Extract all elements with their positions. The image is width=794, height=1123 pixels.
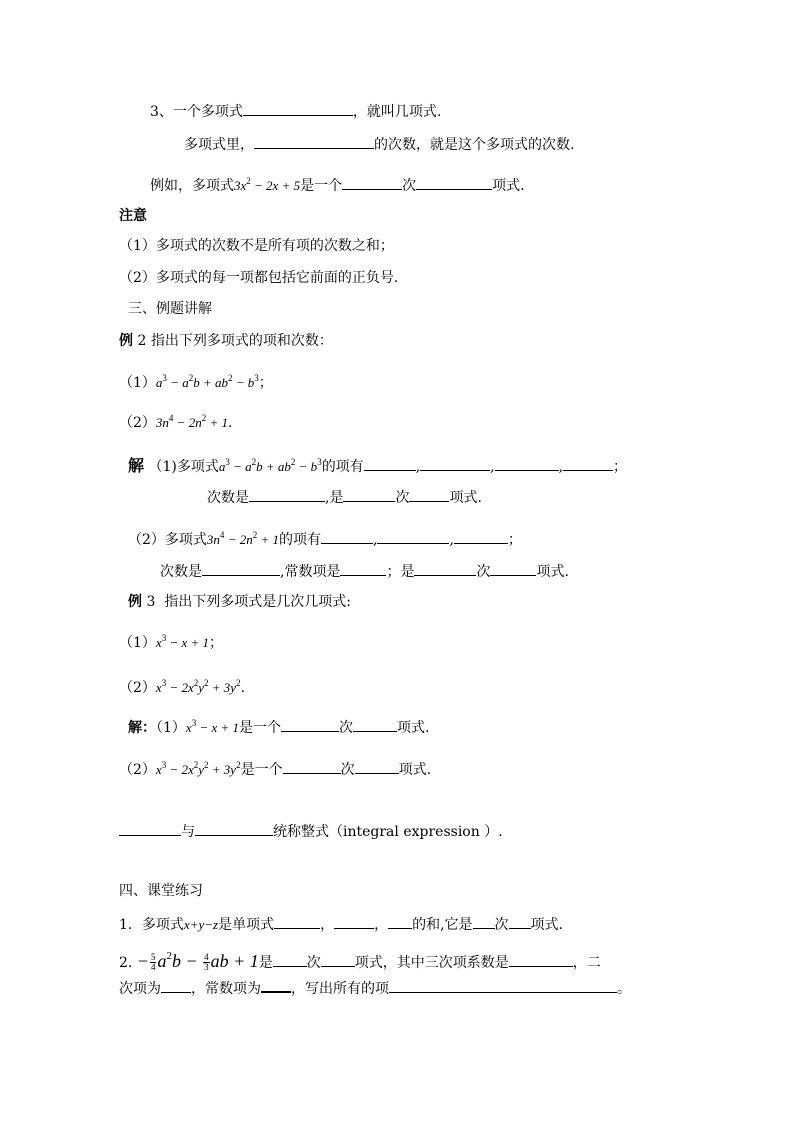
blank[interactable] bbox=[495, 455, 559, 471]
ex3-sol2-mid: 是一个 bbox=[240, 762, 283, 778]
comma: , bbox=[490, 459, 495, 475]
ex2-q2-tail: . bbox=[227, 415, 233, 431]
blank[interactable] bbox=[274, 913, 320, 929]
s3-line2-prefix: 多项式里， bbox=[184, 137, 254, 153]
ci: 次 bbox=[494, 917, 509, 933]
ex2-sol2b-prefix: 次数是 bbox=[160, 564, 202, 580]
blank[interactable] bbox=[243, 100, 353, 116]
ex3-q2 bbox=[119, 673, 245, 698]
ex3-text: 指出下列多项式是几次几项式: bbox=[164, 594, 351, 610]
ex2-sol1b-prefix: 次数是 bbox=[207, 490, 249, 506]
blank[interactable] bbox=[490, 560, 536, 576]
blank[interactable] bbox=[119, 820, 181, 836]
blank[interactable] bbox=[509, 951, 573, 967]
xiangshi: 项式. bbox=[449, 490, 482, 506]
blank[interactable] bbox=[343, 486, 395, 502]
s3-line1-prefix: 3、一个多项式 bbox=[150, 104, 243, 120]
blank[interactable] bbox=[195, 820, 273, 836]
p1-mid: 是单项式 bbox=[218, 917, 275, 933]
s3-line3-suffix: 项式. bbox=[492, 178, 525, 194]
math-expr: $x^3 - x + 1$ bbox=[185, 718, 240, 735]
blank[interactable] bbox=[409, 486, 449, 502]
ex2-q1-num: （1） bbox=[119, 375, 156, 391]
ex3-q2-num: （2） bbox=[119, 680, 156, 696]
p2-line2-end: 。 bbox=[617, 981, 631, 997]
ci: 次 bbox=[476, 564, 491, 580]
ex2-q2-num: （2） bbox=[119, 415, 156, 431]
math-expr: $x^3 - 2x^2y^2 + 3y^2$ bbox=[155, 678, 241, 695]
s3-line3 bbox=[150, 171, 525, 196]
ex2-sol-label: 解 bbox=[128, 456, 145, 475]
blank[interactable] bbox=[377, 528, 449, 544]
ci: 次 bbox=[395, 490, 410, 506]
blank[interactable] bbox=[414, 560, 476, 576]
comma: , bbox=[415, 459, 421, 475]
ex2-sol1b-mid: ,是 bbox=[325, 490, 344, 506]
ex2-sol1 bbox=[128, 452, 627, 477]
blank[interactable] bbox=[509, 913, 531, 929]
s3-line3-mid: 是一个 bbox=[300, 178, 343, 194]
blank[interactable] bbox=[420, 455, 490, 471]
practice-2-line2 bbox=[119, 976, 631, 999]
ex2-sol1b bbox=[207, 486, 482, 508]
math-expr: $3n^4 - 2n^2 + 1$ bbox=[155, 413, 228, 430]
blank[interactable] bbox=[355, 758, 399, 774]
blank[interactable] bbox=[321, 951, 355, 967]
math-expr: $x^3 - x + 1$ bbox=[155, 633, 210, 650]
s3-line2-suffix: 的次数，就是这个多项式的次数. bbox=[374, 137, 575, 153]
blank[interactable] bbox=[364, 455, 416, 471]
ex3-q1-tail: ； bbox=[209, 635, 224, 651]
comma: , bbox=[558, 459, 564, 475]
note-item-1: （1）多项式的次数不是所有项的次数之和； bbox=[119, 238, 394, 254]
ex2-sol2-mid: 的项有 bbox=[278, 532, 321, 548]
ci: 次 bbox=[306, 955, 321, 971]
blank[interactable] bbox=[161, 977, 191, 993]
math-expr: $3x^2 - 2x + 5$ bbox=[234, 176, 301, 193]
blank[interactable] bbox=[342, 174, 402, 190]
ex2-num: 2 bbox=[137, 333, 147, 349]
ex2-sol2b-mid: ,常数项是 bbox=[280, 564, 341, 580]
ex3-header bbox=[128, 592, 351, 612]
xiangshi: 项式. bbox=[397, 720, 430, 736]
s3-line1-suffix: ，就叫几项式. bbox=[352, 104, 442, 120]
xiangshi: 项式. bbox=[536, 564, 569, 580]
practice-1 bbox=[119, 913, 563, 935]
integral-mid: 与 bbox=[181, 824, 195, 840]
ex2-sol2-prefix: （2）多项式 bbox=[128, 532, 207, 548]
blank[interactable] bbox=[353, 716, 397, 732]
ex3-sol2-prefix: （2） bbox=[119, 762, 156, 778]
section4-title: 四、课堂练习 bbox=[119, 883, 203, 899]
math-expr: $x^3 - 2x^2y^2 + 3y^2$ bbox=[155, 760, 241, 777]
ex3-sol-mid: 是一个 bbox=[239, 720, 282, 736]
ex3-q2-tail: . bbox=[240, 680, 246, 696]
s3-line1 bbox=[150, 100, 441, 122]
p2-prefix: 2. bbox=[119, 955, 133, 971]
blank[interactable] bbox=[334, 913, 374, 929]
blank[interactable] bbox=[261, 976, 291, 993]
comma: , bbox=[372, 532, 378, 548]
p2-line2-b: ，常数项为 bbox=[191, 981, 261, 997]
ex2-text: 指出下列多项式的项和次数： bbox=[150, 333, 333, 349]
xiangshi: 项式. bbox=[398, 762, 432, 778]
ex3-sol2 bbox=[119, 755, 431, 780]
sep: ， bbox=[320, 917, 335, 933]
note-item-2: （2）多项式的每一项都包括它前面的正负号. bbox=[119, 270, 399, 286]
blank[interactable] bbox=[388, 913, 412, 929]
ex3-sol1-prefix: （1） bbox=[156, 720, 186, 736]
semicolon: ； bbox=[613, 459, 628, 475]
ci: 次 bbox=[340, 762, 355, 778]
math-expr: x+y−z bbox=[183, 917, 219, 932]
ex2-sol1-prefix: （1)多项式 bbox=[148, 459, 219, 475]
sep: ， bbox=[374, 917, 389, 933]
blank[interactable] bbox=[254, 133, 374, 149]
ex3-q1 bbox=[119, 628, 223, 653]
blank[interactable] bbox=[416, 174, 492, 190]
p1-de-he: 的和,它是 bbox=[412, 917, 473, 933]
blank[interactable] bbox=[202, 560, 280, 576]
math-expr: − $\frac{5}{4}$ $a^2b$ − $\frac{4}{3}$ ab + 1 bbox=[136, 950, 259, 973]
ex2-label: 例 bbox=[119, 333, 133, 349]
blank[interactable] bbox=[389, 977, 617, 993]
ex2-q1-tail: ； bbox=[258, 375, 273, 391]
ex2-sol1-mid: 的项有 bbox=[321, 459, 364, 475]
p2-suffix: ，二 bbox=[572, 955, 601, 971]
ex3-sol-label: 解： bbox=[128, 720, 156, 736]
blank[interactable] bbox=[473, 913, 495, 929]
p2-mid1: 是 bbox=[258, 955, 273, 971]
semicolon: ； bbox=[507, 532, 522, 548]
blank[interactable] bbox=[340, 560, 386, 576]
s3-line3-ci: 次 bbox=[402, 178, 417, 194]
blank[interactable] bbox=[273, 951, 307, 967]
p2-line2-a: 次项为 bbox=[119, 981, 161, 997]
ci: 次 bbox=[339, 720, 354, 736]
ex3-q1-num: （1） bbox=[119, 635, 156, 651]
integral-line bbox=[119, 820, 503, 842]
blank[interactable] bbox=[321, 528, 373, 544]
s3-line2 bbox=[184, 133, 574, 155]
p1-prefix: 1．多项式 bbox=[119, 917, 184, 933]
blank[interactable] bbox=[249, 486, 325, 502]
blank[interactable] bbox=[281, 716, 339, 732]
section3-title: 三、例题讲解 bbox=[128, 301, 212, 317]
blank[interactable] bbox=[563, 455, 613, 471]
p2-line2-c: ，写出所有的项 bbox=[291, 981, 389, 997]
ex2-header bbox=[119, 331, 333, 351]
integral-suffix: 统称整式（integral expression ）. bbox=[273, 824, 503, 840]
xiangshi: 项式. bbox=[530, 917, 563, 933]
ex2-q1 bbox=[119, 368, 273, 393]
p2-mid2: 项式，其中三次项系数是 bbox=[354, 955, 509, 971]
ex3-num: 3 bbox=[146, 594, 156, 610]
blank[interactable] bbox=[454, 528, 508, 544]
ex3-label: 例 bbox=[128, 594, 142, 610]
comma: , bbox=[449, 532, 454, 548]
math-expr: $3n^4 - 2n^2 + 1$ bbox=[206, 530, 279, 547]
ex2-q2 bbox=[119, 408, 232, 433]
ex2-sol2b-mid2: ；是 bbox=[386, 564, 415, 580]
note-title: 注意 bbox=[119, 208, 147, 224]
math-expr: $a^3 - a^2b + ab^2 - b^3$ bbox=[218, 457, 322, 474]
ex2-sol2 bbox=[128, 525, 522, 550]
math-expr: $a^3 - a^2b + ab^2 - b^3$ bbox=[155, 373, 259, 390]
practice-2 bbox=[119, 944, 601, 975]
s3-line3-prefix: 例如，多项式 bbox=[150, 178, 234, 194]
ex3-sol1 bbox=[128, 713, 429, 738]
ex2-sol2b bbox=[160, 560, 569, 582]
blank[interactable] bbox=[283, 758, 341, 774]
